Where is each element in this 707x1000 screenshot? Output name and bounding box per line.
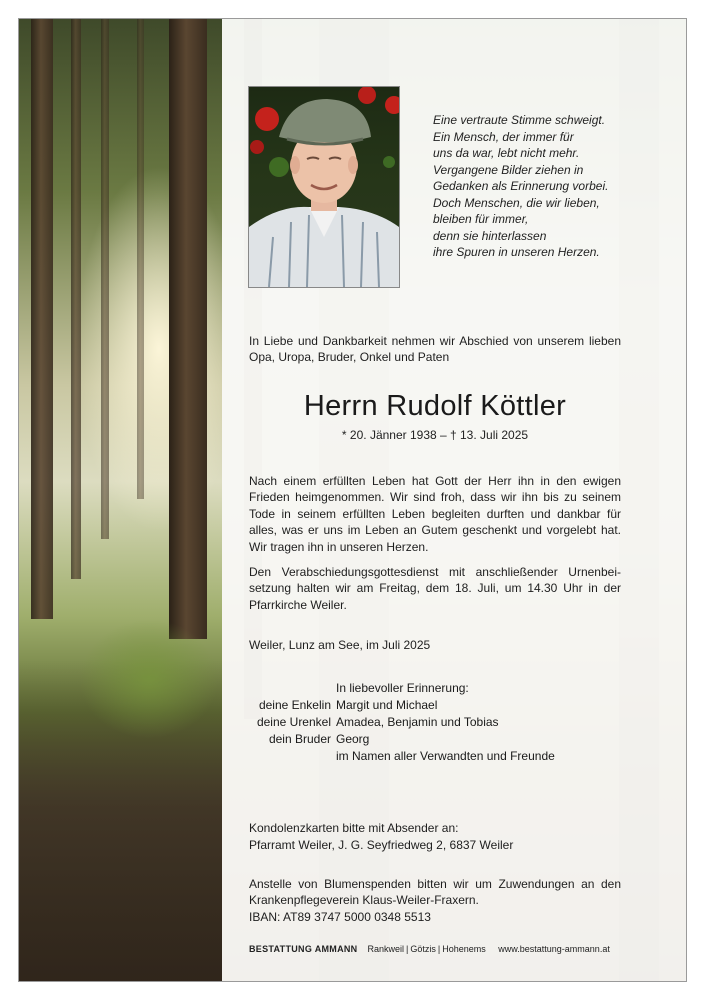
donation-text: Anstelle von Blumenspenden bitten wir um Zuwendungen an den Krankenpflegeverein Klaus-Weiler-Fraxern. xyxy=(249,877,621,908)
portrait-illustration xyxy=(249,87,399,287)
life-dates: * 20. Jänner 1938 – † 13. Juli 2025 xyxy=(341,428,529,442)
poem-line: denn sie hinterlassen xyxy=(433,228,547,243)
survivors-heading: In liebevoller Erinnerung: xyxy=(336,681,469,695)
poem-line: Vergangene Bilder ziehen in xyxy=(433,162,584,177)
donation-iban: IBAN: AT89 3747 5000 0348 5513 xyxy=(249,910,431,924)
location: Götzis xyxy=(410,944,436,954)
poem-line: Ein Mensch, der immer für xyxy=(433,129,574,144)
body-text: Nach einem erfüllten Leben hat Gott der Herr ihn in den ewigen Frieden heimgenommen. Wir sind froh, dass wir ihn bis zu seinem Tode in seinem erfüllten Leben begleiten durften und dankbar für alles, was er uns im Leben an Gutem geschenkt und vorgelebt hat. Wir tragen ihn in unseren Herzen. xyxy=(249,474,621,554)
company-name: AMMANN xyxy=(314,944,358,954)
survivor-relation: deine Enkelin xyxy=(258,698,331,712)
condolence-line-1: Kondolenzkarten bitte mit Absender an: xyxy=(249,821,459,835)
location: Rankweil xyxy=(367,944,405,954)
poem-line: bleiben für immer, xyxy=(433,212,529,226)
survivor-names: Georg xyxy=(336,732,370,746)
poem-line: Gedanken als Erinnerung vorbei. xyxy=(433,179,609,193)
place-date: Weiler, Lunz am See, im Juli 2025 xyxy=(249,638,431,652)
poem-line: ihre Spuren in unseren Herzen. xyxy=(433,245,600,259)
poem-line: uns da war, lebt nicht mehr. xyxy=(433,146,580,160)
survivors-closing: im Namen aller Verwandten und Freunde xyxy=(336,749,555,763)
condolence-line-2: Pfarramt Weiler, J. G. Seyfriedweg 2, 6837 Weiler xyxy=(249,838,514,852)
poem-line: Doch Menschen, die wir lieben, xyxy=(433,195,600,210)
intro-text: In Liebe und Dankbarkeit nehmen wir Abschied von unserem lieben Opa, Uropa, Bruder, Onkel und Paten xyxy=(249,334,621,365)
survivor-names: Margit und Michael xyxy=(336,698,438,712)
website-link[interactable]: www.bestattung-ammann.at xyxy=(498,944,610,954)
poem-line: Eine vertraute Stimme schweigt. xyxy=(433,113,606,127)
survivor-names: Amadea, Benjamin und Tobias xyxy=(336,715,499,729)
forest-photo-strip xyxy=(19,19,222,982)
portrait-photo xyxy=(248,86,400,288)
poem xyxy=(433,112,643,261)
survivor-relation: dein Bruder xyxy=(268,732,331,746)
location: Hohenems xyxy=(442,944,486,954)
funeral-home-footer: BESTATTUNG AMMANN Rankweil | Götzis | Hohenems www.bestattung-ammann.at xyxy=(249,944,610,954)
service-text: Den Verabschiedungsgottesdienst mit anschließender Urnenbei-setzung halten wir am Freitag, dem 18. Juli, um 14.30 Uhr in der Pfarrkirche Weiler. xyxy=(249,565,621,612)
survivor-relation: deine Urenkel xyxy=(256,715,331,729)
company-prefix: BESTATTUNG xyxy=(249,944,313,954)
deceased-name: Herrn Rudolf Köttler xyxy=(303,390,567,422)
